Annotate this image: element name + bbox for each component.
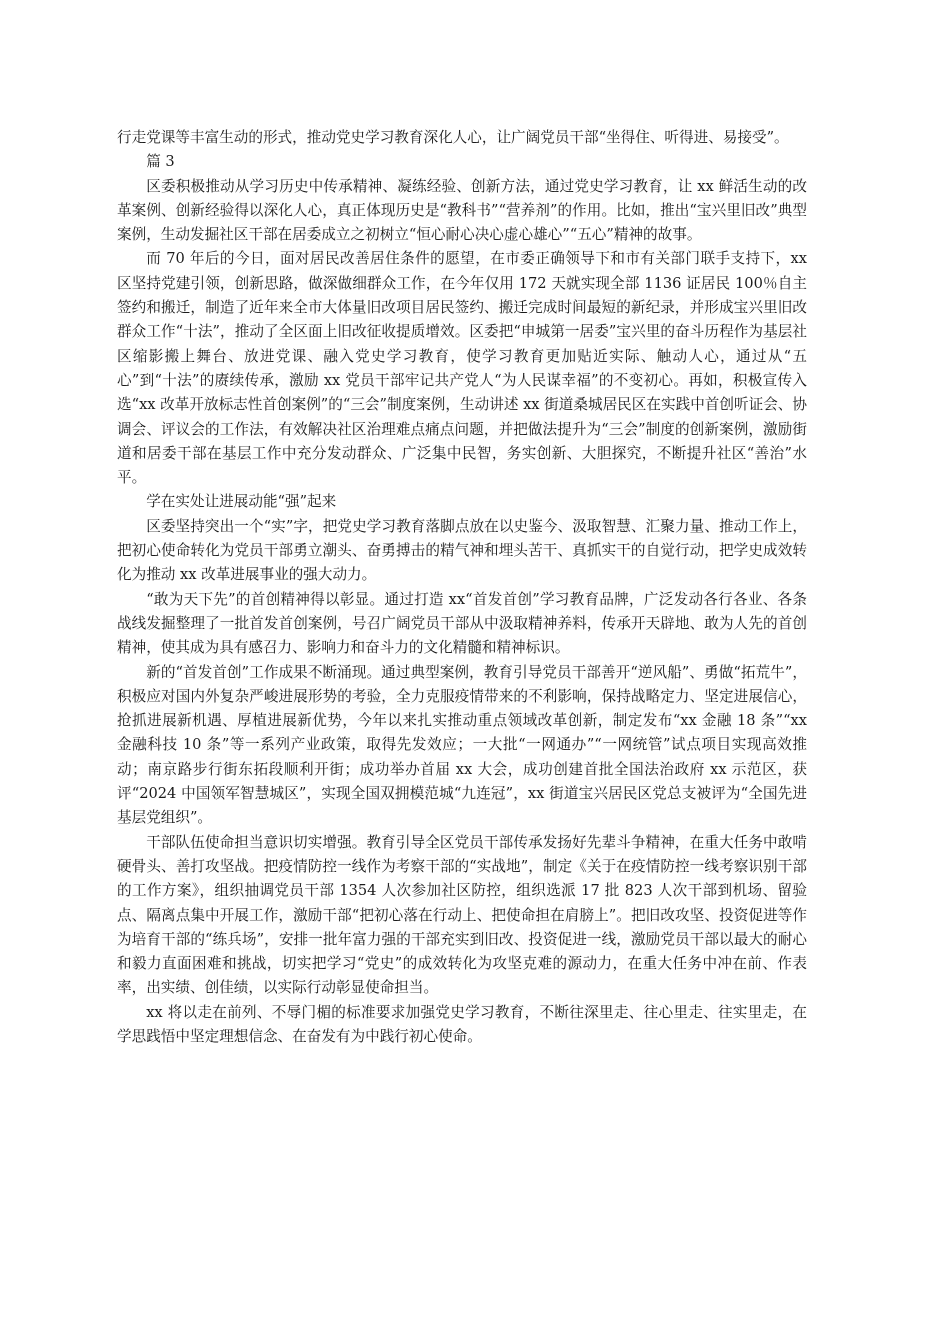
paragraph-closing: xx 将以走在前列、不辱门楣的标准要求加强党史学习教育，不断往深里走、往心里走、往实里走，在学思践悟中坚定理想信念、在奋发有为中践行初心使命。 — [117, 1003, 807, 1045]
paragraph-body: 区委积极推动从学习历史中传承精神、凝练经验、创新方法，通过党史学习教育，让 xx 鲜活生动的改革案例、创新经验得以深化人心，真正体现历史是“教科书”“营养剂”的作用。比如，推出“宝兴里旧改”典型案例，生动发掘社区干部在居委成立之初树立“恒心耐心决心虚心雄心”“五心”精神的故事。 — [117, 177, 807, 244]
paragraph-body: 新的“首发首创”工作成果不断涌现。通过典型案例，教育引导党员干部善开“逆风船”、勇做“拓荒牛”，积极应对国内外复杂严峻进展形势的考验，全力克服疫情带来的不利影响，保持战略定力、坚定进展信心，抢抓进展新机遇、厚植进展新优势，今年以来扎实推动重点领域改革创新，制定发布“xx 金融 18 条”“xx 金融科技 10 条”等一系列产业政策，取得先发效应；一大批“一网通办”“一网统管”试点项目实现高效推动；南京路步行街东拓段顺利开街；成功举办首届 xx 大会，成功创建首批全国法治政府 xx 示范区，获评“2024 中国领军智慧城区”，实现全国双拥模范城“九连冠”，xx 街道宝兴居民区党总支被评为“全国先进基层党组织”。 — [117, 663, 807, 827]
section-heading-part-3: 篇 3 — [146, 153, 175, 171]
paragraph-body: “敢为天下先”的首创精神得以彰显。通过打造 xx“首发首创”学习教育品牌，广泛发动各行各业、各条战线发掘整理了一批首发首创案例，号召广阔党员干部从中汲取精神养料，传承开天辟地、敢为人先的首创精神，使其成为具有感召力、影响力和奋斗力的文化精髓和精神标识。 — [117, 590, 807, 657]
paragraph-continued: 行走党课等丰富生动的形式，推动党史学习教育深化人心，让广阔党员干部“坐得住、听得进、易接受”。 — [117, 129, 789, 146]
section-heading: 学在实处让进展动能“强”起来 — [146, 493, 337, 511]
paragraph-body: 而 70 年后的今日，面对居民改善居住条件的愿望，在市委正确领导下和市有关部门联手支持下，xx 区坚持党建引领，创新思路，做深做细群众工作，在今年仅用 172 天就实现全部 1136 证居民 100％自主签约和搬迁，制造了近年来全市大体量旧改项目居民签约、搬迁完成时间最短的新纪录，并形成宝兴里旧改群众工作“十法”，推动了全区面上旧改征收提质增效。区委把“申城第一居委”宝兴里的奋斗历程作为基层社区缩影搬上舞台、放进党课、融入党史学习教育，使学习教育更加贴近实际、触动人心，通过从“五心”到“十法”的赓续传承，激励 xx 党员干部牢记共产党人“为人民谋幸福”的不变初心。再如，积极宣传入选“xx 改革开放标志性首创案例”的“三会”制度案例，生动讲述 xx 街道桑城居民区在实践中首创听证会、协调会、评议会的工作法，有效解决社区治理难点痛点问题，并把做法提升为“三会”制度的创新案例，激励街道和居委干部在基层工作中充分发动群众、广泛集中民智，务实创新、大胆探究，不断提升社区“善治”水平。 — [117, 250, 807, 487]
paragraph-body: 干部队伍使命担当意识切实增强。教育引导全区党员干部传承发扬好先辈斗争精神，在重大任务中敢啃硬骨头、善打攻坚战。把疫情防控一线作为考察干部的“实战地”，制定《关于在疫情防控一线考察识别干部的工作方案》，组织抽调党员干部 1354 人次参加社区防控，组织选派 17 批 823 人次干部到机场、留验点、隔离点集中开展工作，激励干部“把初心落在行动上、把使命担在肩膀上”。把旧改攻坚、投资促进等作为培育干部的“练兵场”，安排一批年富力强的干部充实到旧改、投资促进一线，激励党员干部以最大的耐心和毅力直面困难和挑战，切实把学习“党史”的成效转化为攻坚克难的源动力，在重大任务中冲在前、作表率，出实绩、创佳绩，以实际行动彰显使命担当。 — [117, 833, 807, 997]
document-page — [117, 126, 807, 1049]
paragraph-body: 区委坚持突出一个“实”字，把党史学习教育落脚点放在以史鉴今、汲取智慧、汇聚力量、推动工作上，把初心使命转化为党员干部勇立潮头、奋勇搏击的精气神和埋头苦干、真抓实干的自觉行动，把学史成效转化为推动 xx 改革进展事业的强大动力。 — [117, 517, 807, 584]
